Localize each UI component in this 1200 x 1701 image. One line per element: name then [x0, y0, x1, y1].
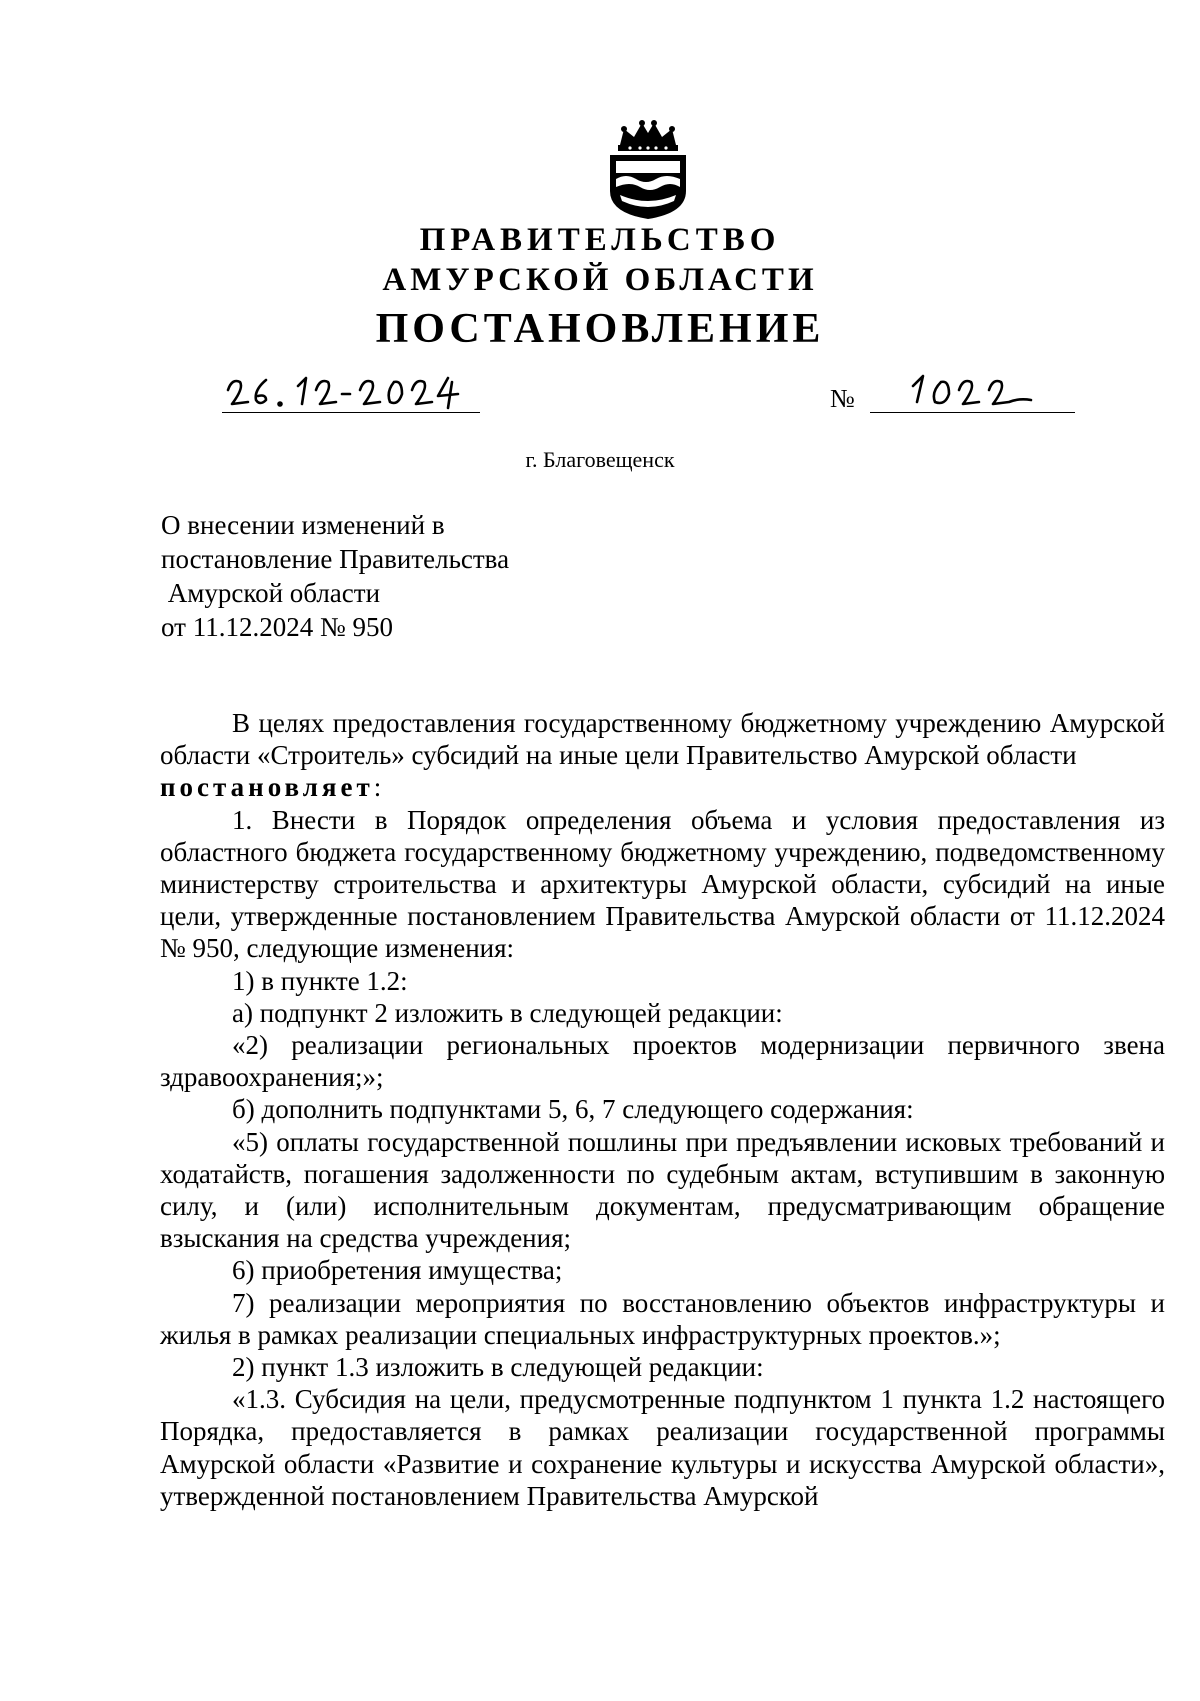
paragraph-3: а) подпункт 2 изложить в следующей редакции: [232, 997, 783, 1028]
document-body [160, 707, 1165, 1512]
paragraph-1: 1. Внести в Порядок определения объема и условия предоставления из областного бюджета государственному бюджетному учреждению, подведомственному министерству строительства и архитектуры Амурской области, субсидий на иные цели, утвержденные постановлением Правительства Амурской области от 11.12.2024 № 950, следующие изменения: [160, 804, 1165, 964]
handwritten-number [905, 372, 1035, 412]
number-label: № [830, 384, 855, 413]
paragraph-6: «5) оплаты государственной пошлины при предъявлении исковых требований и ходатайств, погашения задолженности по судебным актам, вступившим в законную силу, и (или) исполнительным документам, предусматривающим обращение взыскания на средства учреждения; [160, 1126, 1165, 1254]
subject-line-2: постановление Правительства [161, 544, 510, 574]
org-name-line2: АМУРСКОЙ ОБЛАСТИ [382, 262, 818, 298]
subject-line-4: от 11.12.2024 № 950 [161, 612, 393, 642]
paragraph-7: 6) приобретения имущества; [232, 1255, 563, 1286]
paragraph-2: 1) в пункте 1.2: [232, 965, 408, 996]
decree-line [160, 771, 1165, 803]
number-underline [870, 412, 1075, 413]
intro-paragraph: В целях предоставления государственному бюджетному учреждению Амурской области «Строитель» субсидий на иные цели Правительство Амурской области [160, 708, 1165, 771]
paragraph-10: «1.3. Субсидия на цели, предусмотренные подпунктом 1 пункта 1.2 настоящего Порядка, предоставляется в рамках реализации государственной программы Амурской области «Развитие и сохранение культуры и искусства Амурской области», утвержденной постановлением Правительства Амурской [160, 1384, 1165, 1511]
coat-of-arms-icon [600, 115, 696, 221]
handwritten-date [222, 372, 480, 412]
org-name-line1: ПРАВИТЕЛЬСТВО [419, 222, 781, 258]
paragraph-4: «2) реализации региональных проектов модернизации первичного звена здравоохранения;»; [160, 1030, 1165, 1093]
document-type-title: ПОСТАНОВЛЕНИЕ [375, 306, 825, 352]
city-line: г. Благовещенск [525, 447, 675, 472]
subject-line-3: Амурской области [161, 578, 381, 608]
document-subject [161, 508, 581, 644]
paragraph-9: 2) пункт 1.3 изложить в следующей редакции: [232, 1352, 764, 1383]
subject-line-1: О внесении изменений в [161, 510, 445, 540]
paragraph-5: б) дополнить подпунктами 5, 6, 7 следующего содержания: [232, 1094, 914, 1125]
date-underline [222, 412, 480, 413]
decree-word: постановляет [160, 772, 374, 803]
paragraph-8: 7) реализации мероприятия по восстановлению объектов инфраструктуры и жилья в рамках реализации специальных инфраструктурных проектов.»; [160, 1287, 1165, 1350]
decree-colon: : [373, 772, 382, 803]
